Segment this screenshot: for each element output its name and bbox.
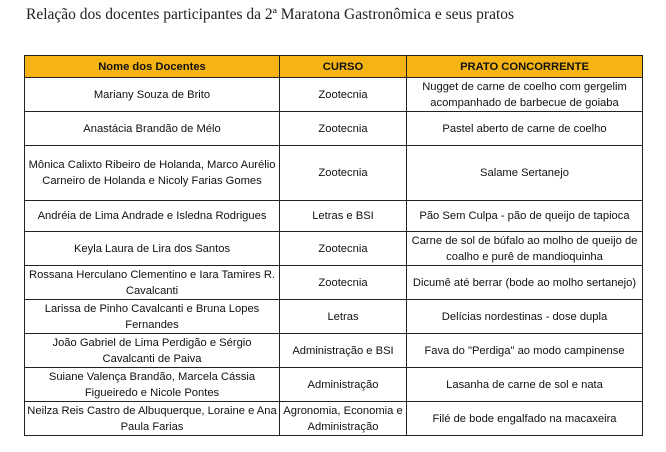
cell-course: Agronomia, Economia e Administração [280, 402, 407, 436]
table-row [25, 78, 643, 112]
cell-course: Zootecnia [280, 78, 407, 112]
teachers-dishes-table [24, 55, 643, 436]
cell-dish: Lasanha de carne de sol e nata [407, 368, 643, 402]
cell-dish: Dicumê até berrar (bode ao molho sertanejo) [407, 266, 643, 300]
cell-dish: Filé de bode engalfado na macaxeira [407, 402, 643, 436]
cell-course: Administração [280, 368, 407, 402]
table-row [25, 201, 643, 232]
cell-teachers: Keyla Laura de Lira dos Santos [25, 232, 280, 266]
cell-teachers: Rossana Herculano Clementino e Iara Tamires R. Cavalcanti [25, 266, 280, 300]
cell-dish: Delícias nordestinas - dose dupla [407, 300, 643, 334]
cell-course: Zootecnia [280, 266, 407, 300]
cell-course: Letras [280, 300, 407, 334]
cell-course: Zootecnia [280, 232, 407, 266]
cell-course: Letras e BSI [280, 201, 407, 232]
document-title: Relação dos docentes participantes da 2ª Maratona Gastronômica e seus pratos [26, 6, 515, 23]
cell-dish: Pão Sem Culpa - pão de queijo de tapioca [407, 201, 643, 232]
table-row [25, 232, 643, 266]
cell-teachers: Anastácia Brandão de Mélo [25, 112, 280, 146]
cell-dish: Fava do "Perdiga" ao modo campinense [407, 334, 643, 368]
table-row [25, 266, 643, 300]
cell-course: Zootecnia [280, 112, 407, 146]
table-row [25, 112, 643, 146]
cell-course: Zootecnia [280, 146, 407, 201]
cell-dish: Carne de sol de búfalo ao molho de queijo de coalho e purê de mandioquinha [407, 232, 643, 266]
cell-dish: Nugget de carne de coelho com gergelim acompanhado de barbecue de goiaba [407, 78, 643, 112]
table-row [25, 146, 643, 201]
cell-teachers: Larissa de Pinho Cavalcanti e Bruna Lopes Fernandes [25, 300, 280, 334]
cell-course: Administração e BSI [280, 334, 407, 368]
header-course: CURSO [280, 56, 407, 78]
table-header-row [25, 56, 643, 78]
cell-teachers: Andréia de Lima Andrade e Isledna Rodrigues [25, 201, 280, 232]
table-row [25, 368, 643, 402]
cell-teachers: Mônica Calixto Ribeiro de Holanda, Marco Aurélio Carneiro de Holanda e Nicoly Farias Gomes [25, 146, 280, 201]
cell-teachers: Mariany Souza de Brito [25, 78, 280, 112]
cell-dish: Salame Sertanejo [407, 146, 643, 201]
cell-dish: Pastel aberto de carne de coelho [407, 112, 643, 146]
cell-teachers: Suiane Valença Brandão, Marcela Cássia Figueiredo e Nicole Pontes [25, 368, 280, 402]
cell-teachers: João Gabriel de Lima Perdigão e Sérgio Cavalcanti de Paiva [25, 334, 280, 368]
cell-teachers: Neilza Reis Castro de Albuquerque, Loraine e Ana Paula Farias [25, 402, 280, 436]
table-row [25, 334, 643, 368]
table-row [25, 402, 643, 436]
table-row [25, 300, 643, 334]
header-teachers: Nome dos Docentes [25, 56, 280, 78]
header-dish: PRATO CONCORRENTE [407, 56, 643, 78]
